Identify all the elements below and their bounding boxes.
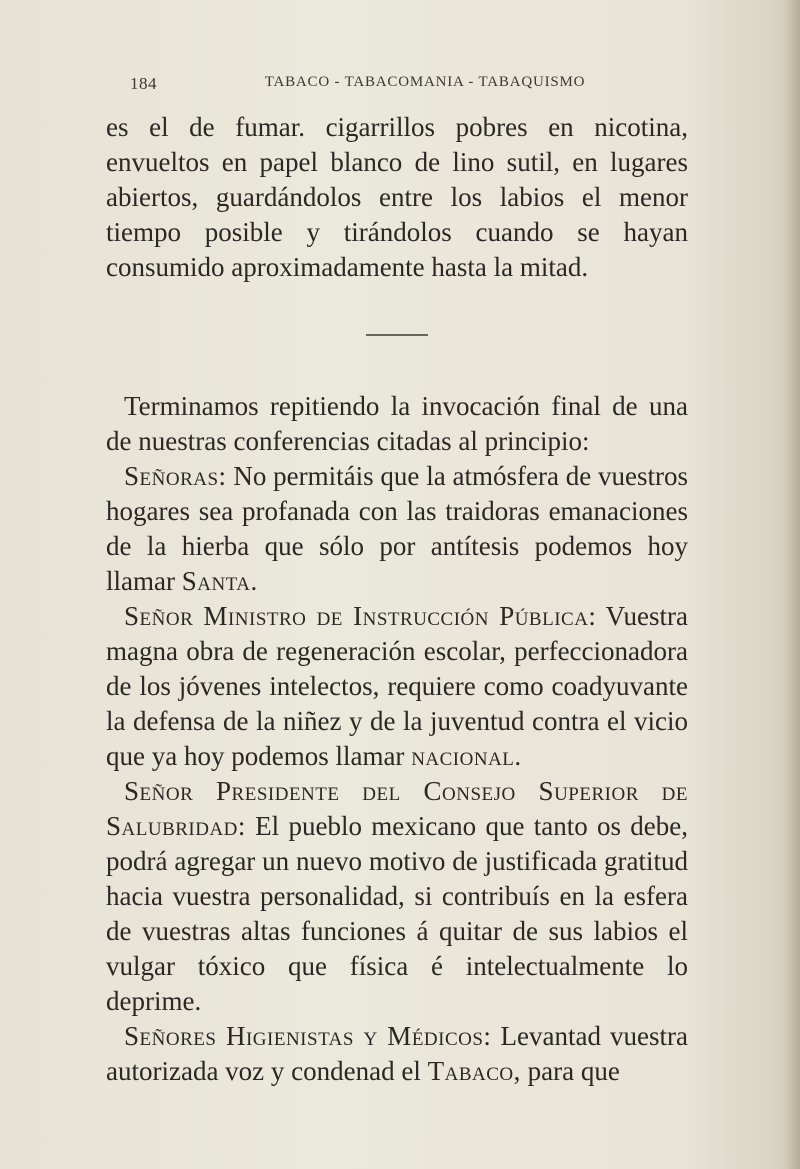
section-divider (366, 334, 428, 336)
paragraph-higienistas (106, 1019, 688, 1089)
paragraph-ministro (106, 599, 688, 774)
paragraph-text: Terminamos repitiendo la invocación final de una de nuestras conferencias citadas al principio: (106, 390, 688, 456)
paragraph-text: El pueblo mexicano que tanto os debe, podrá agregar un nuevo motivo de justificada gratitud hacia vuestra personalidad, si contribuís en la esfera de vuestras altas funciones á quitar de sus labios el vulgar tóxico que física é intelectualmente lo deprime. (106, 810, 688, 1016)
addressee: Señor Ministro de Instrucción Pública: (124, 600, 597, 631)
paragraph-intro (106, 389, 688, 459)
paragraph-text: para que (520, 1055, 620, 1086)
page-body (106, 110, 688, 1089)
paragraph-text: es el de fumar. cigarrillos pobres en nicotina, envueltos en papel blanco de lino sutil, en lugares abiertos, guardándolos entre los labios el menor tiempo posible y tirándolos cuando se hayan consumido aproximadamente hasta la mitad. (106, 112, 688, 282)
addressee: Señoras: (124, 460, 227, 491)
paragraph-text: Levantad vuestra autorizada voz y condenad el (106, 1020, 688, 1086)
page-number: 184 (130, 74, 157, 93)
paragraph-continuation (106, 110, 688, 285)
emphasis: Santa. (181, 565, 258, 596)
emphasis: nacional. (411, 740, 522, 771)
paragraph-text: Vuestra magna obra de regeneración escolar, perfeccionadora de los jóvenes intelectos, requiere como coadyuvante la defensa de la niñez y de la juventud contra el vicio que ya hoy podemos llamar (106, 600, 688, 771)
paragraph-text: No permitáis que la atmósfera de vuestros hogares sea profanada con las traidoras emanaciones de la hierba que sólo por antítesis podemos hoy llamar (106, 460, 688, 596)
paragraph-presidente (106, 774, 688, 1019)
emphasis: Tabaco, (427, 1055, 521, 1086)
addressee: Señores Higienistas y Médicos: (124, 1020, 492, 1051)
addressee: Señor Presidente del Consejo Superior de Salubridad: (106, 775, 688, 841)
paragraph-senoras (106, 459, 688, 599)
page-header (130, 74, 650, 98)
running-title: TABACO - TABACOMANIA - TABAQUISMO (264, 74, 586, 90)
page-edge-shadow (786, 0, 800, 1169)
